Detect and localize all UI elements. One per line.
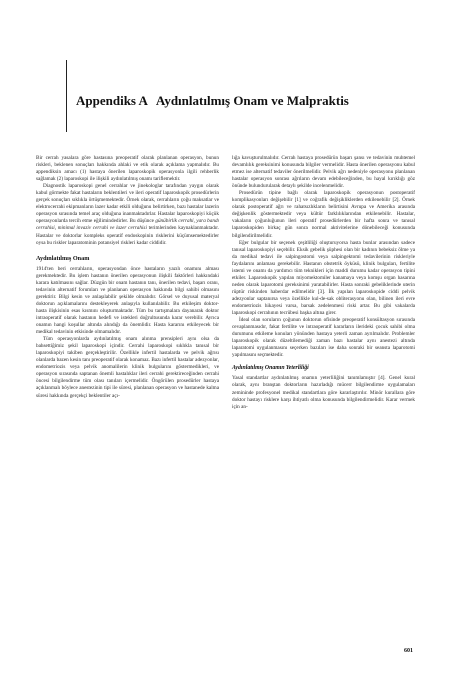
paragraph: Diagnostik laparoskopi genel cerrahlar ve jinekologlar tarafından yaygın olarak kabul görmekte fakat hastaların beklentileri ve ileri operatif laparoskopik prosedürlerin gerçek sonuçları sıklıkla örtüşmemektedir. Örnek olarak, cerrahların çoğu maksatlar ve elektrocerrahi ekipmanların lazer kadar etkili olduğunu belirtirken, bazı hastalar lazerin operasyon sırasında temel araç olduğuna inanmaktadırlar. Hastalar laparoskopiyi küçük operasyonlarda tercih etme eğilimindedirler. Bu düşünce günübirlik cerrahi, yara bandı cerrahisi, minimal invaziv cerrahi ve lazer cerrahisi terimlerinden kaynaklanmaktadır. Hastalar ve doktorlar kompleks operatif endoskopinin risklerini küçümsemektedirler oysa bu riskler laparatominin potansiyel riskleri kadar ciddidir. (36, 183, 219, 246)
paragraph: İdeal olan soruların çoğunun doktorun ofisinde preoperatif konsültasyon sırasında cevaplanmasıdır, fakat fertilite ve intraoperatif kararların ilerideki çocuk sahibi olma durumunu etkileme konuları yönünden hastaya yeterli zaman ayrılmalıdır. Problemler laparoskopik olarak düzeltilemediği zaman bazı hastalar aynı anestezi altında laparatomi uygulanmasını seçerken bazıları ise daha sonraki bir seansta laparotomi yapılmasını seçmektedir. (232, 317, 415, 359)
paragraph: Tüm operasyonlarda aydınlatılmış onam alınma prensipleri aynı olsa da bahsettiğimiz şekil laparoskopi içindir. Cerrahi laparoskopi sıklıkla tanısal bir laparoskopiyi takiben gerçekleştirilir. Özellikle infertil hastalarda ve pelvik ağrısı olanlarda bazen kesin tanı preoperatif olarak konamaz. Bazı infertil hastalar adezyonlar, endometriozis veya pelvik anomalilerin klinik bulgularını göstermedikleri, ve operasyon sırasında saptanan önemli hastalıklar ileri cerrahi gerektireceğinden cerrahi öncesi bilgilendirme tüm olası tanıları içermelidir. Öngörülen prosedürler hastaya açıklanmalı böylece anestezinin tipi ile süresi, planlanan operasyon ve hastanede kalma süresi hakkında gerçekçi beklentiler açı- (36, 336, 219, 399)
page-number: 601 (404, 648, 413, 654)
left-column (36, 155, 219, 400)
right-column (232, 155, 415, 411)
chapter-title: Aydınlatılmış Onam ve Malpraktis (155, 93, 349, 108)
paragraph: 1914'ten beri cerrahların, operasyondan önce hastaların yazılı onamını alması gerekmektedir. Bu işlem hastanın önerilen operasyonun ilişkili faktörleri hakkındaki karara katılmasını sağlar. Düzgün bir onam hastanın tanı, önerilen tedavi, başarı oranı, tedavinin alternatif forumları ve planlanan operasyon hakkında bilgi sahibi olmasını gerektirir. Bilgi kesin ve anlaşılabilir şekilde olmalıdır. Görsel ve duyusal materyal doktorun açıklamalarını destekleyerek anlaşıyla kullanılabilir. Bu etkileşim doktor-hasta ilişkisinin esas kısmını oluşturmaktadır. Tüm bu tartışmalara dayanarak doktor intraoperatif olarak hastanın hedefi ve istekleri doğrultusunda karar verebilir. Ayrıca onamın hangi koşullar altında alındığı da önemlidir. Hasta kararını etkileyecek bir medikal tedavinin etkisinde olmamalıdır. (36, 265, 219, 336)
chapter-label: Appendiks A (76, 93, 148, 108)
paragraph: Eğer bulgular bir seçenek çeşitliliği oluşturuyorsa hasta bunlar arasından sadece tanısal laparoskopiyi seçebilir. Eksik gebelik şüphesi olan bir kadının bebeksiz ölme ya da medikal tedavi ile salpingostomi veya salpingektomi tedavilerinin riskleriyle faydalarını anlaması gerekebilir. Hastanın obstetrik öyküsü, klinik bulguları, fertilite istemi ve onamı da yardımcı tüm teknikleri için maddi durumu kadar operasyon tipini etkiler. Laparoskopik yapılan miyomektomiler kanamaya veya komşu organ hasarına neden olarak laparotomi gereksinimi yaratabilirler. Hasta sonraki gebeliklerinde uterin rüptür riskinden haberdar edilmelidir [3]. İlk yapılan laparoskopide ciddi pelvik adezyonlar saptanırsa veya özellikle kul-de-sak obliterasyonu olan, bilinen ileri evre endometriozis hikayesi varsa, barsak zedelenmesi riski artar. Bu gibi vakalarda laparoskopi cerrahının tecrübesi başka altına girer. (232, 239, 415, 317)
paragraph: lığa kavuşturulmalıdır. Cerrah hastaya prosedürün başarı şansı ve tedavinin muhtemel devamlılık gereksinimi konusunda bilgiler vermelidir. Hasta önerilen operasyonu kabul etmez ise alternatif tedaviler önerilmelidir. Pelvik ağrı nedeniyle operasyonu planlanan hastalar operasyon sonrası ağrıların devam edebileceğinden, bu hayal kırıklığı göz önünde bulundurularak detaylı şekilde incelenmelidir. (232, 155, 415, 190)
subsection-heading: Aydınlatılmış Onamın Yeterliliği (232, 365, 309, 372)
paragraph: Bir cerrah yasalara göre hastasına preoperatif olarak planlanan operasyon, bunun riskleri, beklenen sonuçları hakkında ahlaki ve etik olarak açıklama yapmalıdır. Bu appendiksin amacı (1) hastaya önerilen laparoskopik operasyonla ilgili rehberlik sağlamak (2) laparoskopi ile ilişkili aydınlatılmış onamı tariflemektir. (36, 155, 219, 183)
chapter-rule (66, 60, 67, 132)
chapter-heading (76, 93, 426, 109)
italic-terms: günübirlik cerrahi, yara bandı cerrahisi, minimal invaziv cerrahi ve lazer cerrahisi (36, 218, 219, 232)
paragraph: Prosedürün tipine bağlı olarak laparoskopik operasyonun postoperatif komplikasyonları değişebilir [1] ve coğrafik değişikliklerden etkilenebilir [2]. Örnek olarak postoperatif ağrı ve rahatsızlıkların belirtisini Avrupa ve Amerika arasında değişkenlik göstermektedir veya kültür farklılıklarından etkilenebilir. Hastalar, vakaların çoğunluğunun ileri operatif prosedürlerden bir hafta sonra ve tanısal laparoskopiden birkaç gün sonra normal aktivitelerine dönebileceği konusunda bilgilendirilmelidir. (232, 190, 415, 239)
section-heading: Aydınlatılmış Onam (36, 254, 90, 262)
paragraph: Yasal standartlar aydınlatılmış onamın yeterliliğini tanımlamıştır [4]. Genel kural olarak, aynı branştan doktorların hazırladığı mücerr bilgilendirme uygulamaları zemininde profesyonel medikal standartlara göre kararlaştırılır. Minör kurallara göre doktor hastayı risklere karşı ihtiyatlı olma konusunda bilgilendirmelidir. Karar vermek için an- (232, 375, 415, 410)
